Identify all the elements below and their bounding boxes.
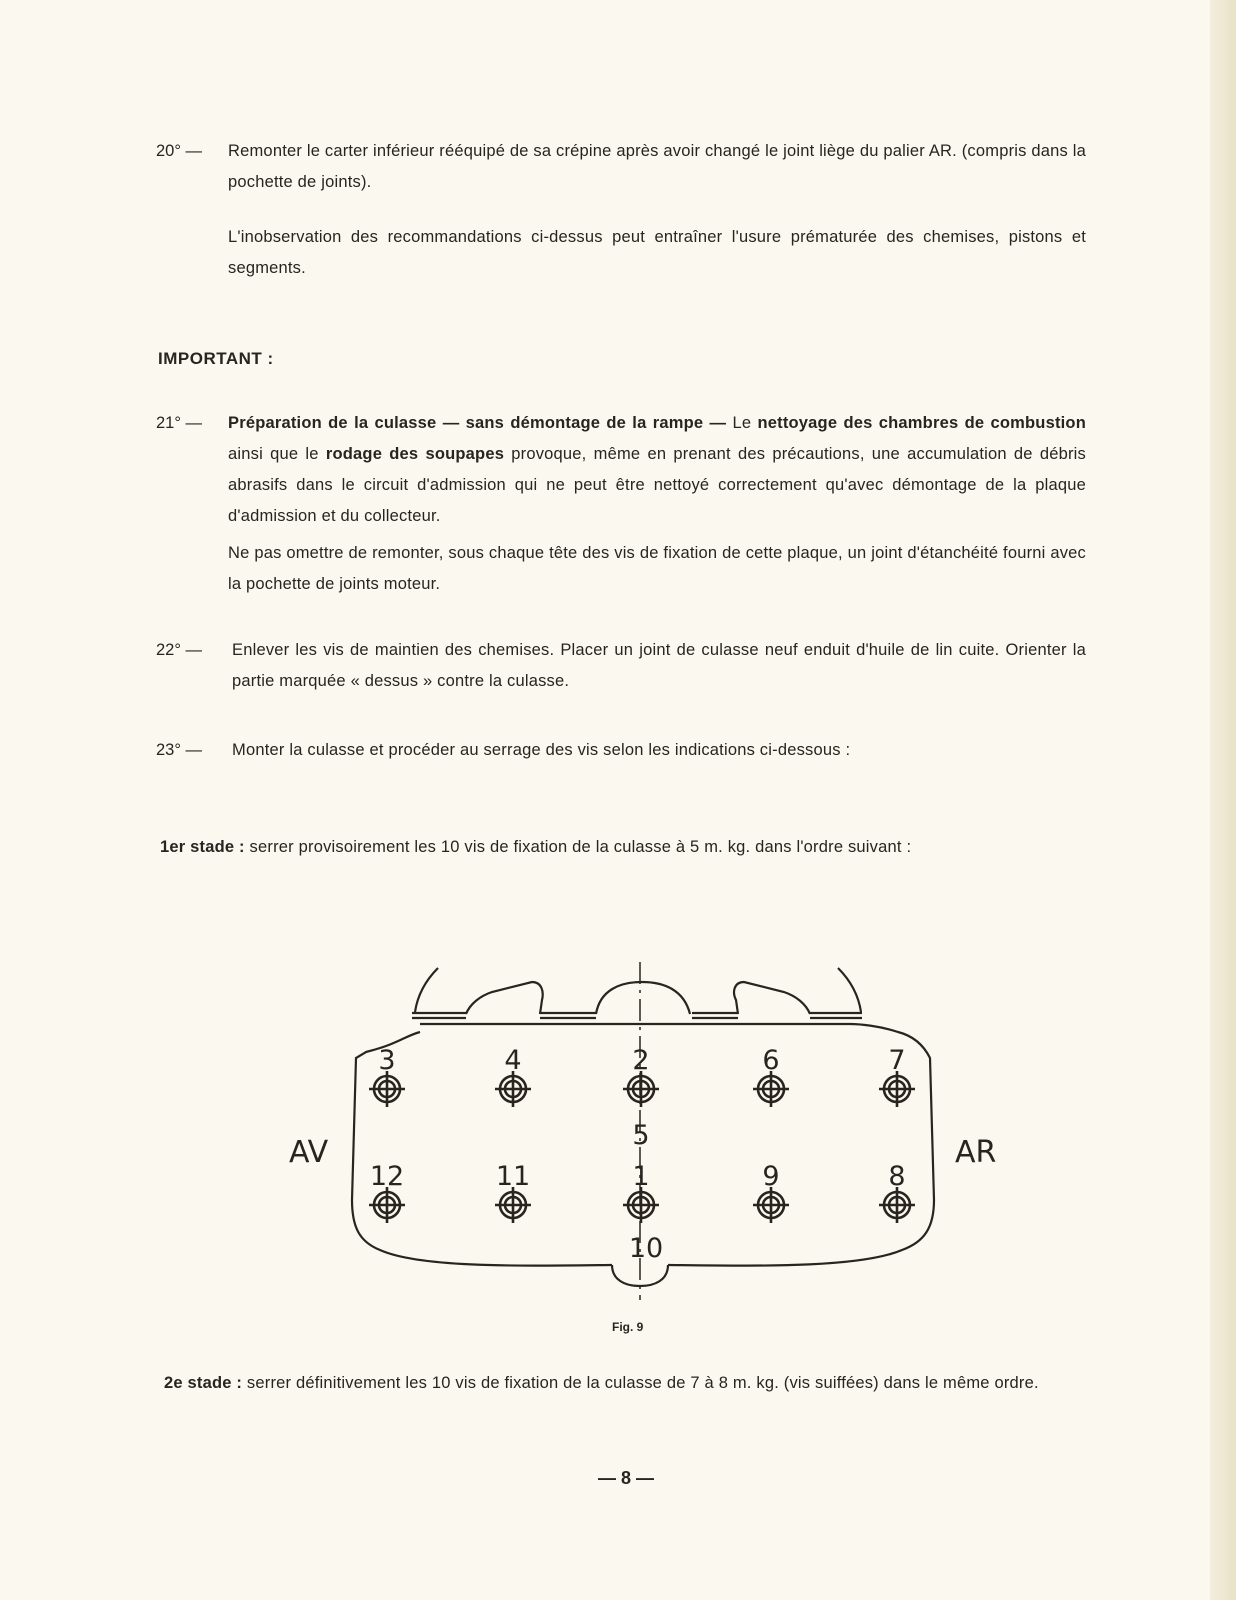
front-label: AV [289,1135,329,1170]
bolt-label-ten: 10 [628,1233,664,1264]
step-20-number: 20° — [156,142,203,160]
bolt-label-top-3: 2 [632,1045,650,1076]
bolt-hole-bottom-5 [879,1187,915,1223]
bolt-hole-top-4 [753,1071,789,1107]
bolt-label-bottom-4: 9 [762,1161,780,1192]
bolt-label-top-5: 7 [888,1045,906,1076]
bolt-hole-top-2 [495,1071,531,1107]
bolt-label-bottom-5: 8 [888,1161,906,1192]
step-23-number: 23° — [156,741,203,759]
step-20-note: L'inobservation des recommandations ci-dessus peut entraîner l'usure prématurée des chemises, pistons et segments. [228,228,1086,277]
bolt-label-bottom-2: 11 [495,1161,531,1192]
step-21-number: 21° — [156,414,203,432]
step-22-number: 22° — [156,641,203,659]
figure-caption: Fig. 9 [612,1320,644,1334]
bolt-label-top-4: 6 [762,1045,780,1076]
bolt-hole-bottom-3 [623,1187,659,1223]
bolt-hole-top-5 [879,1071,915,1107]
bolt-hole-bottom-1 [369,1187,405,1223]
step-21-bold-1: Préparation de la culasse — sans démontage de la rampe — [228,414,727,432]
step-20-text: Remonter le carter inférieur rééquipé de sa crépine après avoir changé le joint liège du palier AR. (compris dans la pochette de joints). [228,142,1086,191]
important-heading: IMPORTANT : [158,349,274,368]
stage-1-text: serrer provisoirement les 10 vis de fixation de la culasse à 5 m. kg. dans l'ordre suivant : [249,838,912,856]
page-number: — 8 — [598,1468,655,1488]
step-23-text: Monter la culasse et procéder au serrage des vis selon les indications ci-dessous : [232,741,851,759]
bolt-hole-top-3 [623,1071,659,1107]
bolt-label-bottom-1: 12 [369,1161,405,1192]
bolt-hole-bottom-4 [753,1187,789,1223]
step-21-text-1: Le [726,414,758,432]
step-22-text: Enlever les vis de maintien des chemises. Placer un joint de culasse neuf enduit d'huile de lin cuite. Orienter la partie marquée « dessus » contre la culasse. [232,641,1086,690]
rear-label: AR [955,1135,997,1170]
step-21-text-2: ainsi que le [228,445,326,463]
bolt-label-middle: 5 [632,1120,650,1151]
stage-2-label: 2e stade : [164,1374,243,1392]
step-21-bold-3: rodage des soupapes [325,445,505,463]
bolt-label-top-2: 4 [504,1045,522,1076]
stage-1-label: 1er stade : [160,838,245,856]
step-21-bold-2: nettoyage des chambres de combustion [757,414,1086,432]
bolt-label-bottom-3: 1 [632,1161,650,1192]
bolt-hole-top-1 [369,1071,405,1107]
stage-2-paragraph [164,1368,1090,1399]
step-21-note: Ne pas omettre de remonter, sous chaque tête des vis de fixation de cette plaque, un joint d'étanchéité fourni avec la pochette de joints moteur. [228,544,1086,593]
bolt-hole-bottom-2 [495,1187,531,1223]
step-21-text-3: provoque, même en prenant des précautions, une accumulation de débris abrasifs dans le circuit d'admission qui ne peut être nettoyé correctement qu'avec démontage de la plaque d'admission et du collecteur. [228,445,1086,525]
stage-2-text: serrer définitivement les 10 vis de fixation de la culasse de 7 à 8 m. kg. (vis suiffées) dans le même ordre. [246,1374,1039,1392]
bolt-label-top-1: 3 [378,1045,396,1076]
